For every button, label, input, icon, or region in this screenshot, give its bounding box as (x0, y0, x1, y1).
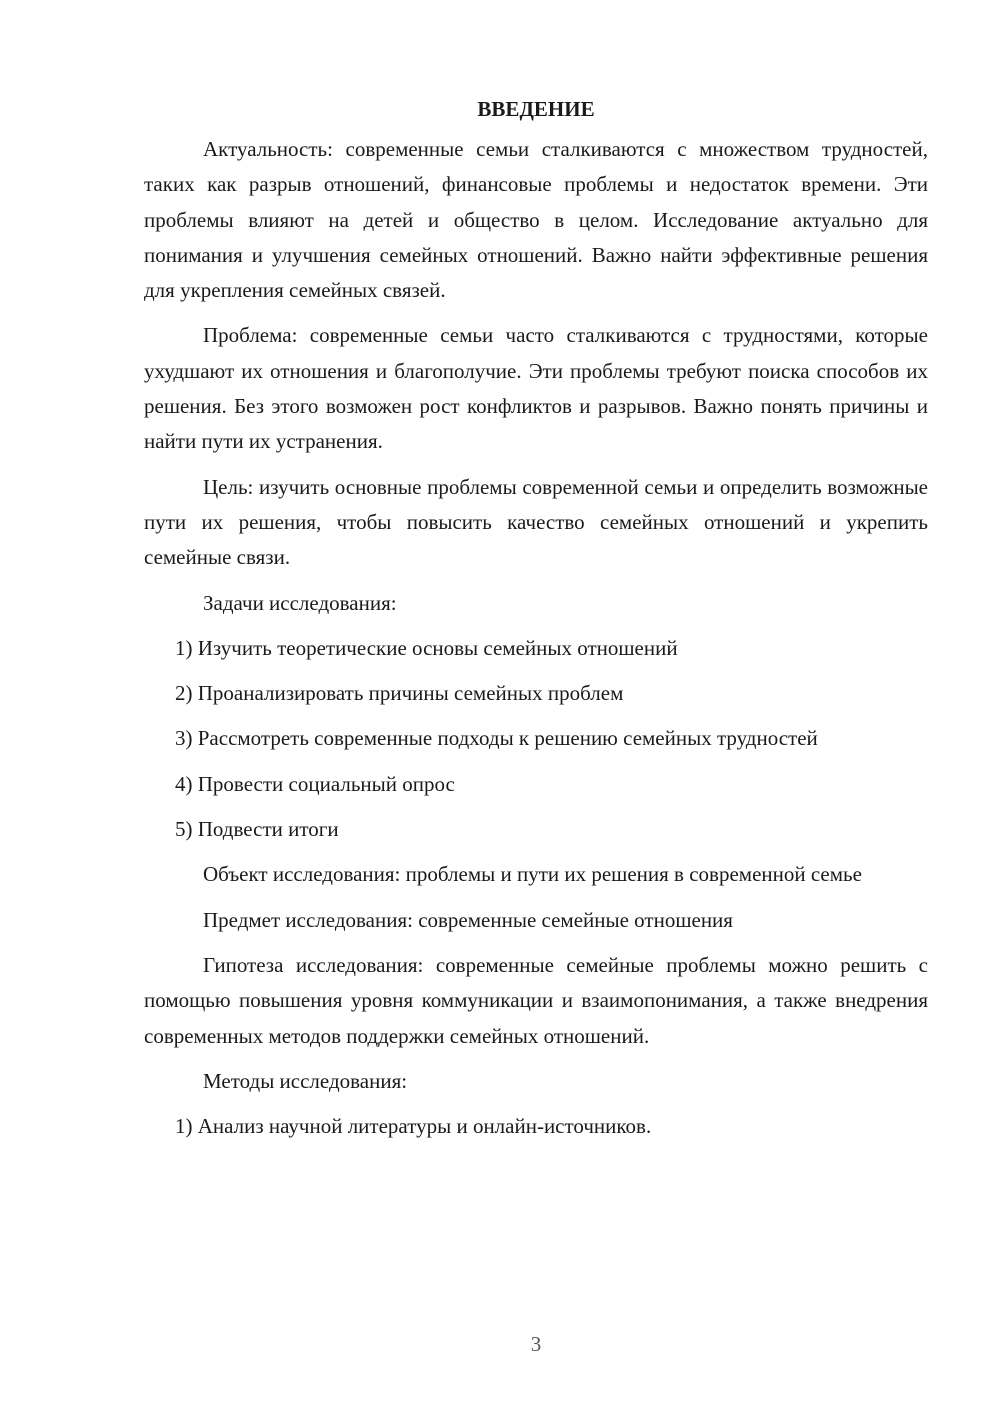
list-item: 2) Проанализировать причины семейных проблем (175, 681, 624, 706)
paragraph-relevance: Актуальность: современные семьи сталкиваются с множеством трудностей, таких как разрыв отношений, финансовые проблемы и недостаток времени. Эти проблемы влияют на детей и общество в целом. Исследование актуально для понимания и улучшения семейных отношений. Важно найти эффективные решения для укрепления семейных связей. (144, 137, 928, 303)
methods-list (144, 1109, 928, 1144)
paragraph-subject: Предмет исследования: современные семейные отношения (203, 907, 733, 932)
page-number: 3 (530, 1332, 542, 1356)
paragraph-object: Объект исследования: проблемы и пути их решения в современной семье (203, 862, 862, 887)
list-item: 4) Провести социальный опрос (175, 771, 455, 796)
list-item: 3) Рассмотреть современные подходы к решению семейных трудностей (175, 726, 818, 751)
paragraph-hypothesis: Гипотеза исследования: современные семейные проблемы можно решить с помощью повышения уровня коммуникации и взаимопонимания, а также внедрения современных методов поддержки семейных отношений. (144, 952, 928, 1048)
tasks-list (144, 631, 928, 847)
paragraph-problem: Проблема: современные семьи часто сталкиваются с трудностями, которые ухудшают их отношения и благополучие. Эти проблемы требуют поиска способов их решения. Без этого возможен рост конфликтов и разрывов. Важно понять причины и найти пути их устранения. (144, 323, 928, 454)
methods-heading: Методы исследования: (203, 1068, 408, 1093)
list-item: 5) Подвести итоги (175, 817, 339, 842)
tasks-heading: Задачи исследования: (203, 590, 397, 615)
section-title: ВВЕДЕНИЕ (477, 97, 595, 121)
paragraph-goal: Цель: изучить основные проблемы современной семьи и определить возможные пути их решения, чтобы повысить качество семейных отношений и укрепить семейные связи. (144, 474, 928, 570)
list-item: 1) Изучить теоретические основы семейных отношений (175, 635, 678, 660)
page-content (144, 88, 928, 1154)
list-item: 1) Анализ научной литературы и онлайн-источников. (175, 1114, 652, 1139)
